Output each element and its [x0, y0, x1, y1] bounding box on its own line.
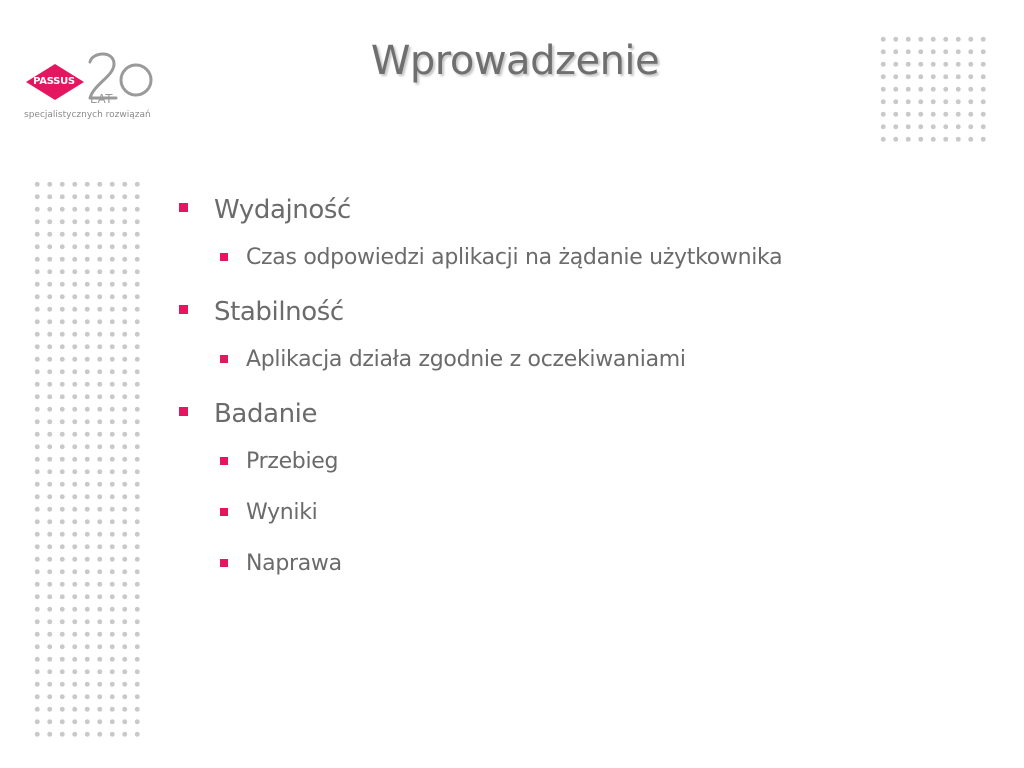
sub-bullet-item	[176, 493, 1006, 544]
square-bullet-icon	[220, 508, 228, 516]
sub-bullet-item	[176, 442, 1006, 493]
square-bullet-icon	[220, 355, 228, 363]
logo-brand-text: PASSUS	[33, 76, 75, 87]
square-bullet-icon	[179, 407, 188, 416]
square-bullet-icon	[179, 203, 188, 212]
decorative-dot-grid-left	[31, 178, 147, 744]
bullet-label: Badanie	[214, 399, 318, 429]
sub-bullet-item	[176, 544, 1006, 595]
bullet-list	[176, 190, 1006, 595]
square-bullet-icon	[220, 253, 228, 261]
logo-lat-text: LAT	[90, 92, 114, 106]
sub-bullet-label: Przebieg	[246, 449, 339, 474]
passus-20-lat-logo	[22, 48, 172, 128]
decorative-dot-grid-top-right	[877, 33, 989, 145]
bullet-item-wydajnosc	[176, 190, 1006, 238]
slide-title: Wprowadzenie	[370, 38, 660, 84]
sub-bullet-label: Naprawa	[246, 551, 342, 576]
square-bullet-icon	[220, 457, 228, 465]
square-bullet-icon	[179, 305, 188, 314]
sub-bullet-label: Czas odpowiedzi aplikacji na żądanie użytkownika	[246, 245, 783, 270]
bullet-item-badanie	[176, 394, 1006, 442]
sub-bullet-item	[176, 238, 1006, 292]
logo-tagline: specjalistycznych rozwiązań	[24, 110, 151, 120]
bullet-label: Stabilność	[214, 297, 344, 327]
bullet-label: Wydajność	[214, 195, 351, 225]
sub-bullet-label: Wyniki	[246, 500, 318, 525]
sub-bullet-label: Aplikacja działa zgodnie z oczekiwaniami	[246, 347, 686, 372]
bullet-item-stabilnosc	[176, 292, 1006, 340]
square-bullet-icon	[220, 559, 228, 567]
sub-bullet-item	[176, 340, 1006, 394]
